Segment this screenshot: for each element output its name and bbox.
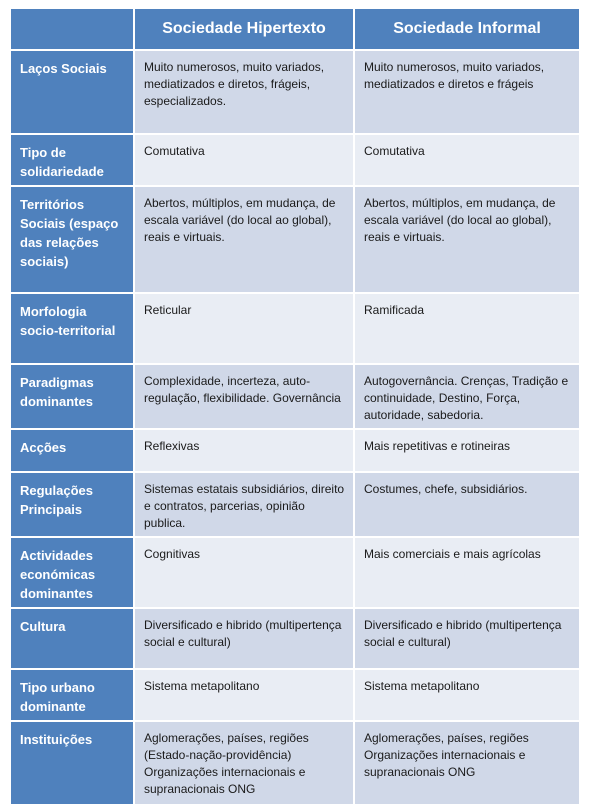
cell-informal: Ramificada bbox=[354, 293, 580, 364]
cell-hipertexto: Complexidade, incerteza, auto-regulação, flexibilidade. Governância bbox=[134, 364, 354, 429]
cell-informal: Aglomerações, países, regiões Organizações internacionais e supranacionais ONG bbox=[354, 721, 580, 805]
row-label: Morfologia socio-territorial bbox=[10, 293, 134, 364]
row-label: Laços Sociais bbox=[10, 50, 134, 134]
cell-informal: Abertos, múltiplos, em mudança, de escala variável (do local ao global), reais e virtuais. bbox=[354, 186, 580, 293]
cell-hipertexto: Sistemas estatais subsidiários, direito e contratos, parcerias, opinião publica. bbox=[134, 472, 354, 537]
comparison-table bbox=[9, 7, 581, 806]
cell-informal: Diversificado e hibrido (multipertença social e cultural) bbox=[354, 608, 580, 669]
cell-informal: Muito numerosos, muito variados, mediatizados e diretos e frágeis bbox=[354, 50, 580, 134]
cell-hipertexto: Diversificado e hibrido (multipertença social e cultural) bbox=[134, 608, 354, 669]
table-row bbox=[10, 608, 580, 669]
table-row bbox=[10, 669, 580, 721]
table-row bbox=[10, 293, 580, 364]
table-row bbox=[10, 364, 580, 429]
table-row bbox=[10, 429, 580, 472]
table-row bbox=[10, 134, 580, 186]
row-label: Actividades económicas dominantes bbox=[10, 537, 134, 608]
table-row bbox=[10, 721, 580, 805]
cell-informal: Sistema metapolitano bbox=[354, 669, 580, 721]
cell-informal: Costumes, chefe, subsidiários. bbox=[354, 472, 580, 537]
table-row bbox=[10, 537, 580, 608]
cell-informal: Mais repetitivas e rotineiras bbox=[354, 429, 580, 472]
cell-hipertexto: Abertos, múltiplos, em mudança, de escala variável (do local ao global), reais e virtuais. bbox=[134, 186, 354, 293]
cell-hipertexto: Reticular bbox=[134, 293, 354, 364]
cell-hipertexto: Cognitivas bbox=[134, 537, 354, 608]
table-row bbox=[10, 472, 580, 537]
column-header-informal: Sociedade Informal bbox=[354, 8, 580, 50]
cell-hipertexto: Aglomerações, países, regiões (Estado-nação-providência) Organizações internacionais e supranacionais ONG bbox=[134, 721, 354, 805]
cell-informal: Autogovernância. Crenças, Tradição e continuidade, Destino, Força, autoridade, sabedoria. bbox=[354, 364, 580, 429]
row-label: Acções bbox=[10, 429, 134, 472]
header-row bbox=[10, 8, 580, 50]
row-label: Instituições bbox=[10, 721, 134, 805]
row-label: Territórios Sociais (espaço das relações sociais) bbox=[10, 186, 134, 293]
column-header-hipertexto: Sociedade Hipertexto bbox=[134, 8, 354, 50]
row-label: Regulações Principais bbox=[10, 472, 134, 537]
row-label: Cultura bbox=[10, 608, 134, 669]
table-row bbox=[10, 186, 580, 293]
cell-informal: Mais comerciais e mais agrícolas bbox=[354, 537, 580, 608]
cell-hipertexto: Muito numerosos, muito variados, mediatizados e diretos, frágeis, especializados. bbox=[134, 50, 354, 134]
table-row bbox=[10, 50, 580, 134]
row-label: Paradigmas dominantes bbox=[10, 364, 134, 429]
corner-cell bbox=[10, 8, 134, 50]
row-label: Tipo urbano dominante bbox=[10, 669, 134, 721]
cell-hipertexto: Comutativa bbox=[134, 134, 354, 186]
cell-informal: Comutativa bbox=[354, 134, 580, 186]
cell-hipertexto: Reflexivas bbox=[134, 429, 354, 472]
row-label: Tipo de solidariedade bbox=[10, 134, 134, 186]
cell-hipertexto: Sistema metapolitano bbox=[134, 669, 354, 721]
